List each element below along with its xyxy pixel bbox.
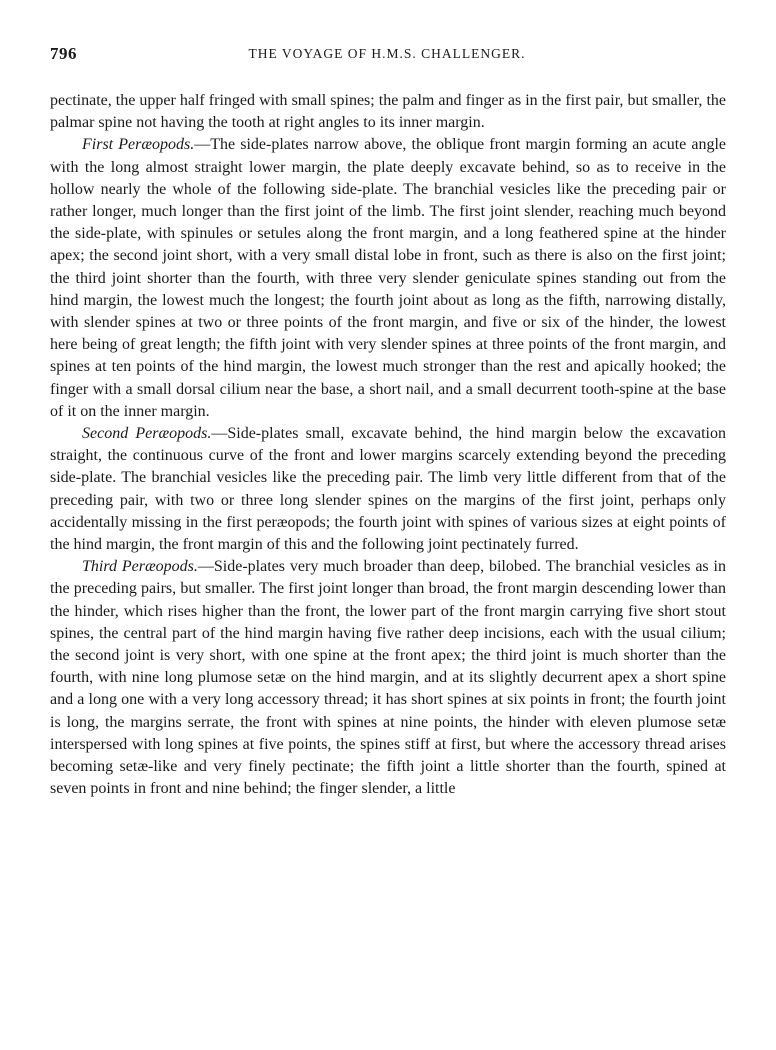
paragraph-third-peraeopods [50,556,726,800]
section-heading: First Peræopods. [82,136,195,154]
page-header [50,44,724,68]
running-title: THE VOYAGE OF H.M.S. CHALLENGER. [248,46,526,61]
paragraph-first-peraeopods [50,134,726,423]
section-heading: Second Peræopods. [82,425,212,443]
paragraph-text: —Side-plates very much broader than deep, bilobed. The branchial vesicles as in the preceding pairs, but smaller. The first joint longer than broad, the front margin descending lower than the hinder, which rises higher than the front, the lower part of the front margin carrying five short stout spines, the central part of the hind margin having five rather deep incisions, each with the usual cilium; the second joint is very short, with one spine at the front apex; the third joint is much shorter than the fourth, with nine long plumose setæ on the hind margin, and at its slightly decurrent apex a short spine and a long one with a very long accessory thread; it has short spines at six points in front; the fourth joint is long, the margins serrate, the front with spines at nine points, the hinder with eleven plumose setæ interspersed with long spines at five points, the spines stiff at first, but where the accessory thread arises becoming setæ-like and very finely pectinate; the fifth joint a little shorter than the fourth, spined at seven points in front and nine behind; the finger slender, a little [50,558,727,798]
paragraph-continuation [50,90,726,134]
body-text [50,90,726,801]
paragraph-text: —The side-plates narrow above, the oblique front margin forming an acute angle with the long almost straight lower margin, the plate deeply excavate behind, so as to receive in the hollow nearly the whole of the following side-plate. The branchial vesicles like the preceding pair or rather longer, much longer than the first joint of the limb. The first joint slender, reaching much beyond the side-plate, with spinules or setules along the front margin, and a long feathered spine at the hinder apex; the second joint short, with a very small distal lobe in front, such as there is also on the first joint; the third joint shorter than the fourth, with three very slender geniculate spines standing out from the hind margin, the lowest much the longest; the fourth joint about as long as the fifth, narrowing distally, with slender spines at two or three points of the front margin, and five or six of the hinder, the lowest here being of great length; the fifth joint with very slender spines at three points of the front margin, and spines at ten points of the hind margin, the lowest much stronger than the rest and apically hooked; the finger with a small dorsal cilium near the base, a short nail, and a small decurrent tooth-spine at the base of it on the inner margin. [50,136,726,420]
section-heading: Third Peræopods. [82,558,198,576]
paragraph-text: —Side-plates small, excavate behind, the hind margin below the excavation straight, the continuous curve of the front and lower margins scarcely extending beyond the preceding side-plate. The branchial vesicles like the preceding pair. The limb very little different from that of the preceding pair, with two or three long slender spines on the margins of the first joint, perhaps only accidentally missing in the first peræopods; the fourth joint with spines of various sizes at eight points of the hind margin, the front margin of this and the following joint pectinately furred. [50,425,726,554]
page-number: 796 [50,44,77,63]
paragraph-second-peraeopods [50,423,726,556]
paragraph-text: pectinate, the upper half fringed with small spines; the palm and finger as in the first pair, but smaller, the palmar spine not having the tooth at right angles to its inner margin. [50,92,726,132]
